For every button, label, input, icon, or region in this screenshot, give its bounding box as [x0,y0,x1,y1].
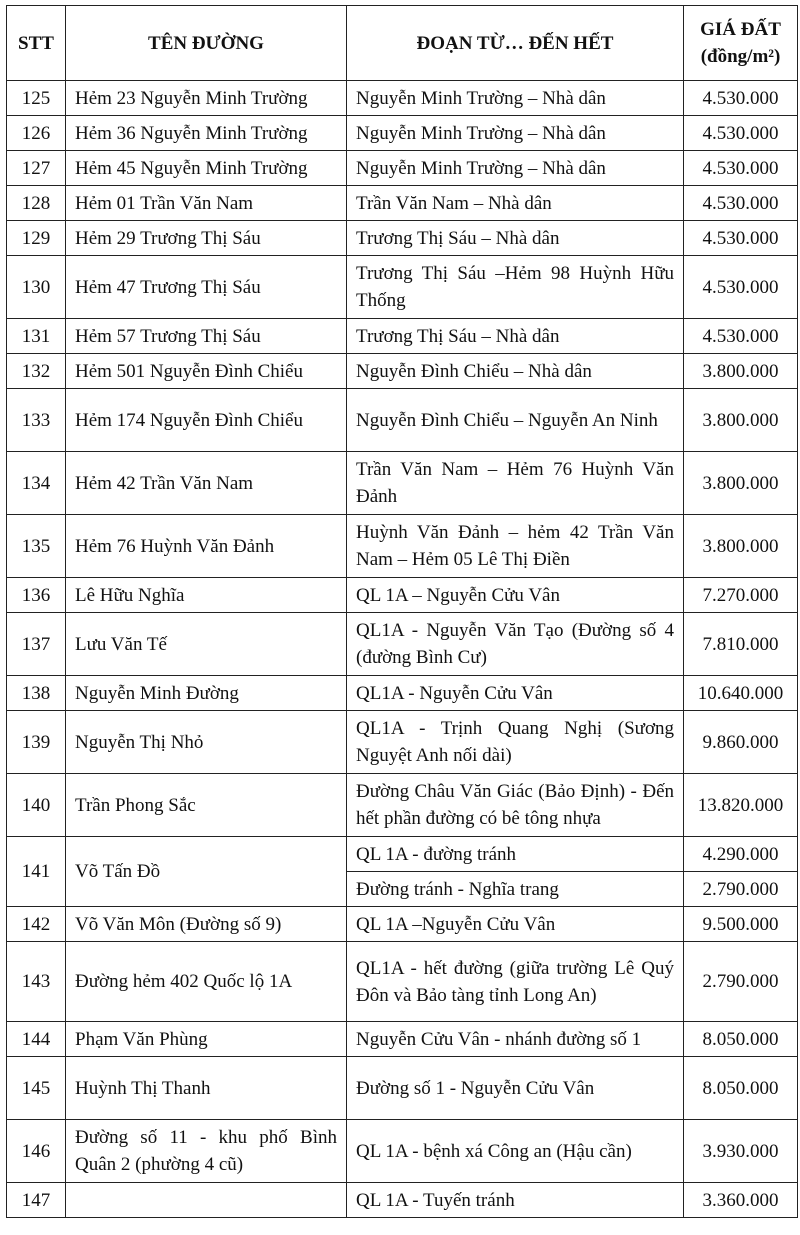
cell-stt: 136 [7,578,66,613]
cell-stt: 131 [7,319,66,354]
table-row [7,256,798,319]
header-segment: ĐOẠN TỪ… ĐẾN HẾT [347,6,684,81]
cell-segment: QL 1A - bệnh xá Công an (Hậu cần) [347,1120,684,1183]
cell-stt: 132 [7,354,66,389]
cell-stt: 127 [7,151,66,186]
cell-segment: Đường tránh - Nghĩa trang [347,872,684,907]
cell-segment: Trần Văn Nam – Nhà dân [347,186,684,221]
cell-segment: QL1A - Nguyễn Cửu Vân [347,676,684,711]
cell-segment: Huỳnh Văn Đảnh – hẻm 42 Trần Văn Nam – Hẻm 05 Lê Thị Điền [347,515,684,578]
cell-price: 4.530.000 [684,81,798,116]
cell-street-name: Hẻm 23 Nguyễn Minh Trường [66,81,347,116]
table-row [7,1183,798,1218]
cell-stt: 147 [7,1183,66,1218]
cell-stt: 145 [7,1057,66,1120]
header-price-title: GIÁ ĐẤT [700,19,781,40]
cell-price: 9.860.000 [684,711,798,774]
cell-street-name: Nguyễn Minh Đường [66,676,347,711]
cell-street-name: Hẻm 501 Nguyễn Đình Chiểu [66,354,347,389]
cell-price: 10.640.000 [684,676,798,711]
cell-stt: 133 [7,389,66,452]
cell-segment: Đường Châu Văn Giác (Bảo Định) - Đến hết phần đường có bê tông nhựa [347,774,684,837]
cell-price: 3.360.000 [684,1183,798,1218]
cell-segment: Trương Thị Sáu –Hẻm 98 Huỳnh Hữu Thống [347,256,684,319]
table-row [7,942,798,1022]
cell-segment: Nguyễn Minh Trường – Nhà dân [347,116,684,151]
cell-street-name: Hẻm 29 Trương Thị Sáu [66,221,347,256]
table-row [7,452,798,515]
cell-segment: Trương Thị Sáu – Nhà dân [347,221,684,256]
land-price-table [6,5,798,1218]
cell-segment: Nguyễn Minh Trường – Nhà dân [347,81,684,116]
cell-price: 9.500.000 [684,907,798,942]
cell-stt: 134 [7,452,66,515]
table-row [7,774,798,837]
cell-stt: 141 [7,837,66,907]
cell-street-name: Huỳnh Thị Thanh [66,1057,347,1120]
cell-price: 4.530.000 [684,256,798,319]
cell-price: 13.820.000 [684,774,798,837]
cell-price: 8.050.000 [684,1022,798,1057]
table-row [7,711,798,774]
cell-price: 8.050.000 [684,1057,798,1120]
cell-stt: 146 [7,1120,66,1183]
cell-price: 3.800.000 [684,452,798,515]
table-row [7,515,798,578]
table-row [7,1057,798,1120]
cell-segment: Trần Văn Nam – Hẻm 76 Huỳnh Văn Đảnh [347,452,684,515]
cell-stt: 138 [7,676,66,711]
table-row [7,81,798,116]
cell-stt: 125 [7,81,66,116]
header-land-price [684,6,798,81]
cell-segment: Nguyễn Cửu Vân - nhánh đường số 1 [347,1022,684,1057]
cell-street-name: Đường hẻm 402 Quốc lộ 1A [66,942,347,1022]
cell-segment: Đường số 1 - Nguyễn Cửu Vân [347,1057,684,1120]
table-row [7,319,798,354]
cell-stt: 135 [7,515,66,578]
cell-price: 4.530.000 [684,221,798,256]
cell-price: 3.800.000 [684,515,798,578]
cell-stt: 126 [7,116,66,151]
cell-price: 4.530.000 [684,116,798,151]
cell-price: 3.930.000 [684,1120,798,1183]
cell-street-name: Trần Phong Sắc [66,774,347,837]
cell-street-name: Hẻm 36 Nguyễn Minh Trường [66,116,347,151]
table-row [7,1120,798,1183]
cell-stt: 137 [7,613,66,676]
header-row [7,6,798,81]
table-row [7,1022,798,1057]
table-row [7,354,798,389]
cell-price: 2.790.000 [684,942,798,1022]
cell-segment: Trương Thị Sáu – Nhà dân [347,319,684,354]
table-row [7,837,798,872]
header-street-name: TÊN ĐƯỜNG [66,6,347,81]
cell-street-name: Hẻm 174 Nguyễn Đình Chiểu [66,389,347,452]
cell-stt: 140 [7,774,66,837]
cell-price: 4.530.000 [684,186,798,221]
cell-price: 3.800.000 [684,354,798,389]
table-row [7,116,798,151]
table-row [7,151,798,186]
cell-stt: 143 [7,942,66,1022]
cell-price: 7.810.000 [684,613,798,676]
cell-street-name: Phạm Văn Phùng [66,1022,347,1057]
cell-street-name: Hẻm 57 Trương Thị Sáu [66,319,347,354]
cell-segment: Nguyễn Minh Trường – Nhà dân [347,151,684,186]
cell-price: 4.290.000 [684,837,798,872]
cell-stt: 128 [7,186,66,221]
cell-street-name: Hẻm 45 Nguyễn Minh Trường [66,151,347,186]
table-row [7,186,798,221]
cell-price: 3.800.000 [684,389,798,452]
cell-price: 2.790.000 [684,872,798,907]
cell-street-name: Lưu Văn Tế [66,613,347,676]
cell-segment: QL1A - Trịnh Quang Nghị (Sương Nguyệt Anh nối dài) [347,711,684,774]
cell-street-name: Đường số 11 - khu phố Bình Quân 2 (phường 4 cũ) [66,1120,347,1183]
cell-segment: Nguyễn Đình Chiểu – Nguyễn An Ninh [347,389,684,452]
cell-stt: 144 [7,1022,66,1057]
header-price-unit: (đồng/m²) [700,46,781,67]
cell-street-name: Võ Văn Môn (Đường số 9) [66,907,347,942]
cell-segment: QL1A - hết đường (giữa trường Lê Quý Đôn và Bảo tàng tỉnh Long An) [347,942,684,1022]
cell-segment: Nguyễn Đình Chiểu – Nhà dân [347,354,684,389]
cell-stt: 129 [7,221,66,256]
cell-street-name: Nguyễn Thị Nhỏ [66,711,347,774]
cell-street-name: Hẻm 47 Trương Thị Sáu [66,256,347,319]
cell-stt: 130 [7,256,66,319]
cell-price: 4.530.000 [684,319,798,354]
table-row [7,389,798,452]
cell-price: 7.270.000 [684,578,798,613]
table-row [7,676,798,711]
cell-segment: QL 1A – Nguyễn Cửu Vân [347,578,684,613]
header-stt: STT [7,6,66,81]
cell-segment: QL 1A - Tuyến tránh [347,1183,684,1218]
cell-segment: QL 1A –Nguyễn Cửu Vân [347,907,684,942]
cell-price: 4.530.000 [684,151,798,186]
cell-street-name [66,1183,347,1218]
cell-street-name: Hẻm 42 Trần Văn Nam [66,452,347,515]
cell-street-name: Lê Hữu Nghĩa [66,578,347,613]
table-row [7,907,798,942]
cell-segment: QL1A - Nguyễn Văn Tạo (Đường số 4 (đường Bình Cư) [347,613,684,676]
cell-street-name: Hẻm 76 Huỳnh Văn Đảnh [66,515,347,578]
cell-stt: 142 [7,907,66,942]
cell-stt: 139 [7,711,66,774]
table-row [7,613,798,676]
table-row [7,221,798,256]
cell-street-name: Hẻm 01 Trần Văn Nam [66,186,347,221]
cell-segment: QL 1A - đường tránh [347,837,684,872]
table-row [7,578,798,613]
cell-street-name: Võ Tấn Đồ [66,837,347,907]
